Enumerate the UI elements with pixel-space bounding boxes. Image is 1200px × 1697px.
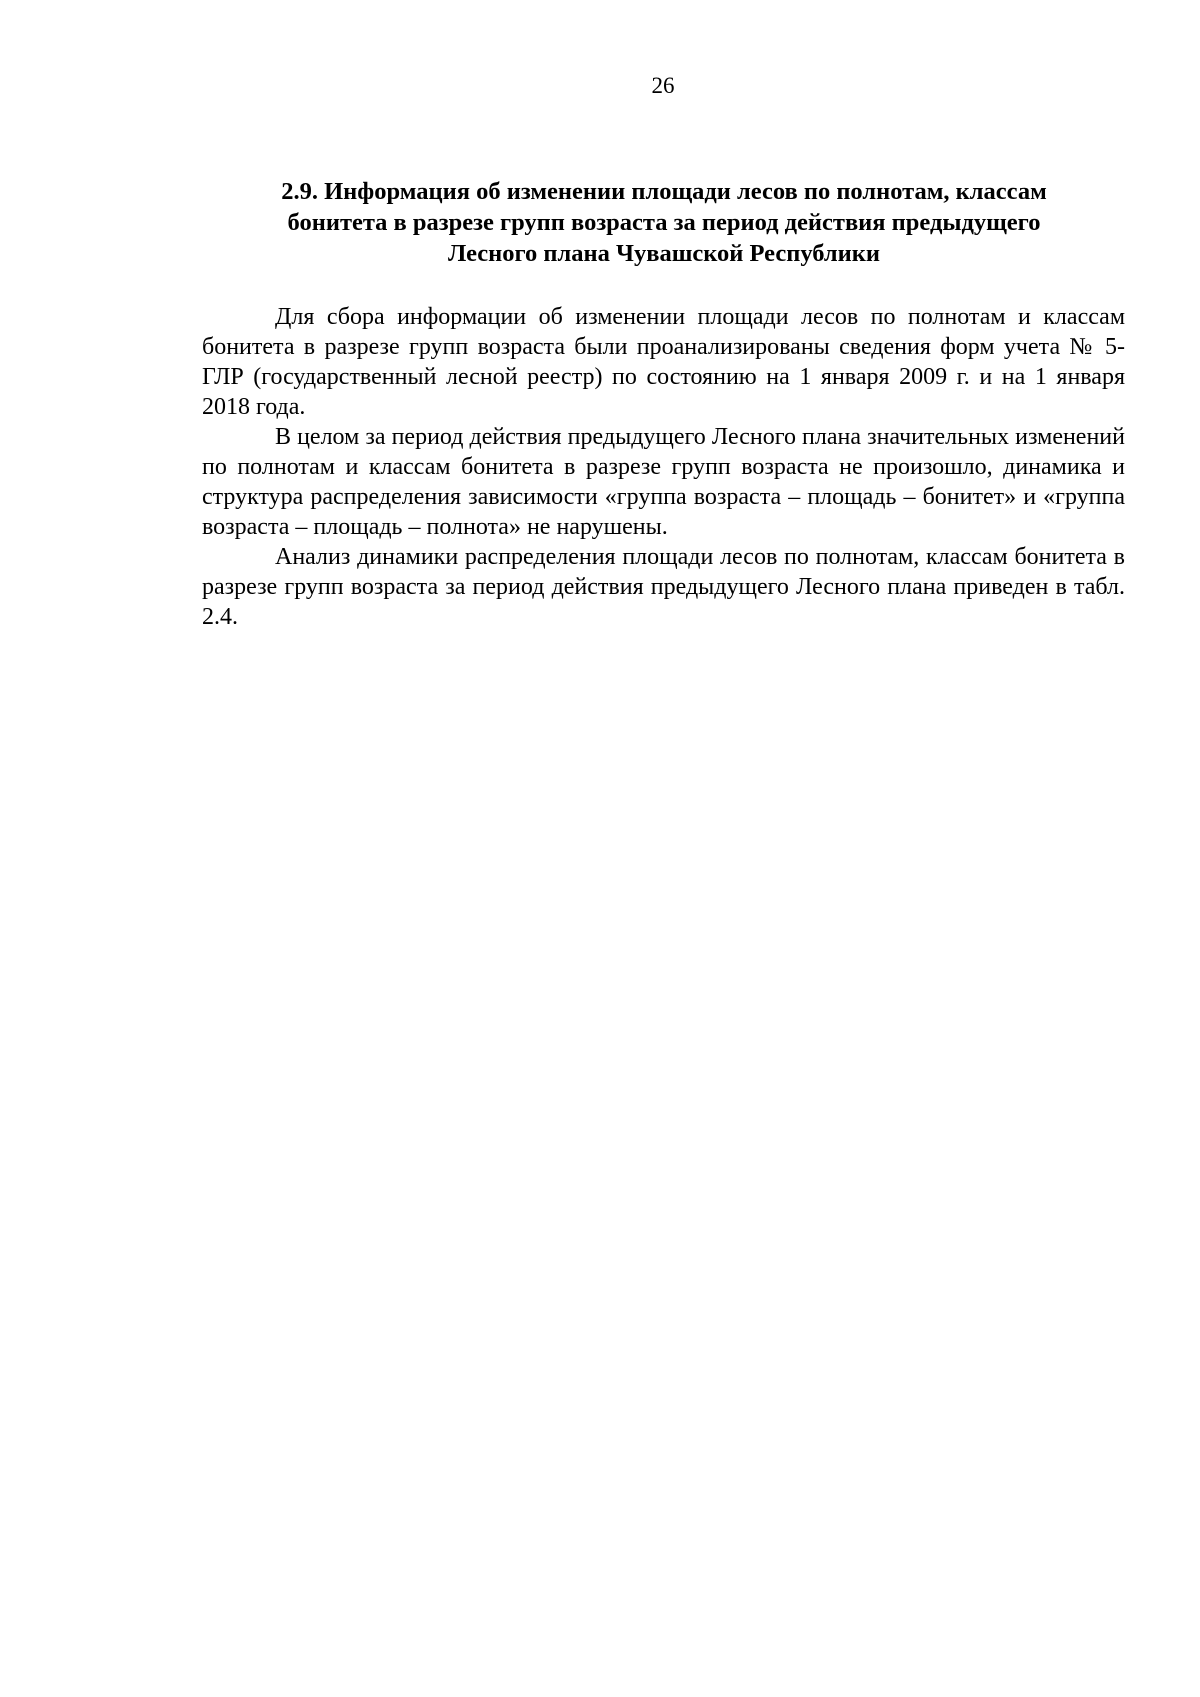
section-heading-line: бонитета в разрезе групп возраста за период действия предыдущего	[287, 209, 1041, 236]
section-heading	[200, 176, 1128, 269]
paragraph: Для сбора информации об изменении площади лесов по полнотам и классам бонитета в разрезе групп возраста были проанализированы сведения форм учета № 5-ГЛР (государственный лесной реестр) по состоянию на 1 января 2009 г. и на 1 января 2018 года.	[202, 304, 1125, 420]
page-number: 26	[651, 73, 675, 98]
paragraph: Анализ динамики распределения площади лесов по полнотам, классам бонитета в разрезе групп возраста за период действия предыдущего Лесного плана приведен в табл. 2.4.	[202, 544, 1125, 630]
section-heading-line: Лесного плана Чувашской Республики	[447, 240, 881, 267]
paragraph: В целом за период действия предыдущего Лесного плана значительных изменений по полнотам и классам бонитета в разрезе групп возраста не произошло, динамика и структура распределения зависимости «группа возраста – площадь – бонитет» и «группа возраста – площадь – полнота» не нарушены.	[202, 424, 1125, 540]
body-text	[202, 302, 1125, 632]
section-heading-line: 2.9. Информация об изменении площади лесов по полнотам, классам	[281, 178, 1047, 205]
